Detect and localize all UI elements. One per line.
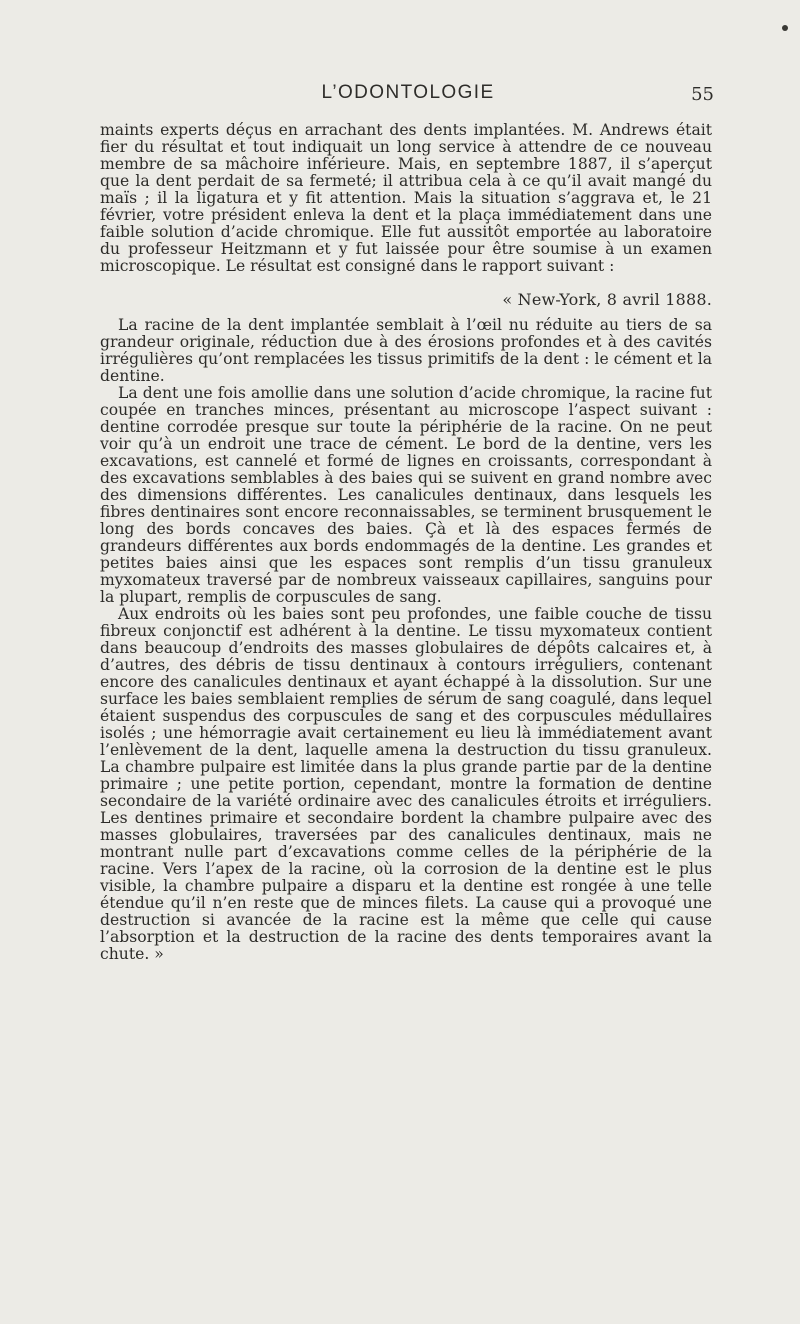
paragraph: Aux endroits où les baies sont peu profondes, une faible couche de tissu fibreux conjonctif est adhérent à la dentine. Le tissu myxomateux contient dans beaucoup d’endroits des masses globulaires de dépôts calcaires et, à d’autres, des débris de tissu dentinaux à contours irréguliers, contenant encore des canalicules dentinaux et ayant échappé à la dissolution. Sur une surface les baies semblaient remplies de sérum de sang coagulé, dans lequel étaient suspendus des corpuscules de sang et des corpuscules médullaires isolés ; une hémorragie avait certainement eu lieu là immédiatement avant l’enlèvement de la dent, laquelle amena la destruction du tissu granuleux. La chambre pulpaire est limitée dans la plus grande partie par de la dentine primaire ; une petite portion, cependant, montre la formation de dentine secondaire de la variété ordinaire avec des canalicules étroits et irréguliers. Les dentines primaire et secondaire bordent la chambre pulpaire avec des masses globulaires, traversées par des canalicules dentinaux, mais ne montrant nulle part d’excavations comme celles de la périphérie de la racine. Vers l’apex de la racine, où la corrosion de la dentine est le plus visible, la chambre pulpaire a disparu et la dentine est rongée à une telle étendue qu’il n’en reste que de minces filets. La cause qui a provoqué une destruction si avancée de la racine est la même que celle qui cause l’absorption et la destruction de la racine des dents temporaires avant la chute. » xyxy=(100,605,712,963)
page-header xyxy=(100,82,716,108)
paragraph: maints experts déçus en arrachant des dents implantées. M. Andrews était fier du résultat et tout indiquait un long service à attendre de ce nouveau membre de sa mâchoire inférieure. Mais, en septembre 1887, il s’aperçut que la dent perdait de sa fermeté; il attribua cela à ce qu’il avait mangé du maïs ; il la ligatura et y fit attention. Mais la situation s’aggrava et, le 21 février, votre président enleva la dent et la plaça immédiatement dans une faible solution d’acide chromique. Elle fut aussitôt emportée au laboratoire du professeur Heitzmann et y fut laissée pour être soumise à un examen microscopique. Le résultat est consigné dans le rapport suivant : xyxy=(100,121,712,275)
page-number: 55 xyxy=(691,84,714,105)
body-text xyxy=(100,122,712,963)
ink-speck xyxy=(782,25,788,31)
paragraph: La dent une fois amollie dans une solution d’acide chromique, la racine fut coupée en tranches minces, présentant au microscope l’aspect suivant : dentine corrodée presque sur toute la périphérie de la racine. On ne peut voir qu’à un endroit une trace de cément. Le bord de la dentine, vers les excavations, est cannelé et formé de lignes en croissants, correspondant à des excavations semblables à des baies qui se suivent en grand nombre avec des dimensions différentes. Les canalicules dentinaux, dans lesquels les fibres dentinaires sont encore reconnaissables, se terminent brusquement le long des bords concaves des baies. Çà et là des espaces fermés de grandeurs différentes aux bords endommagés de la dentine. Les grandes et petites baies ainsi que les espaces sont remplis d’un tissu granuleux myxomateux traversé par de nombreux vaisseaux capillaires, sanguins pour la plupart, remplis de corpuscules de sang. xyxy=(100,384,712,606)
paragraph: La racine de la dent implantée semblait à l’œil nu réduite au tiers de sa grandeur originale, réduction due à des érosions profondes et à des cavités irrégulières qu’ont remplacées les tissus primitifs de la dent : le cément et la dentine. xyxy=(100,316,712,385)
letter-dateline: « New-York, 8 avril 1888. xyxy=(502,290,712,309)
running-title: L’ODONTOLOGIE xyxy=(321,82,495,103)
